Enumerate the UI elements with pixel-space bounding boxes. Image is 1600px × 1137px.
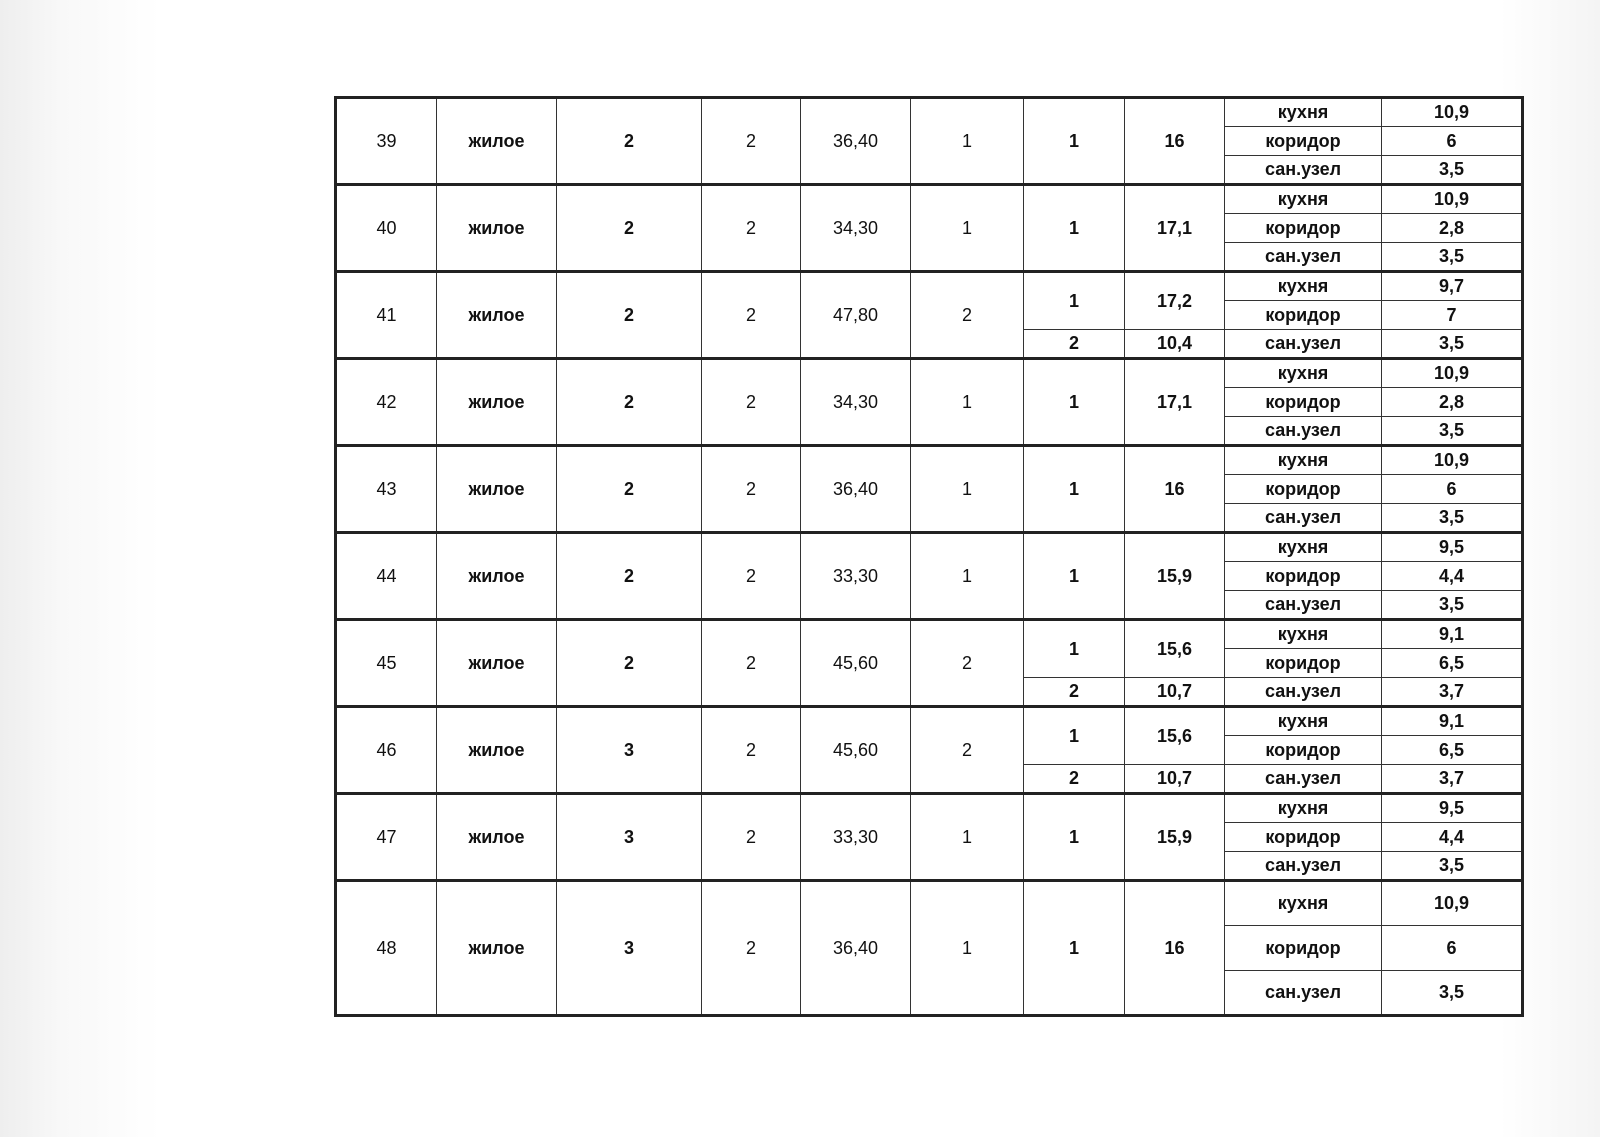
aux-room-name: коридор [1225, 388, 1382, 417]
apartment-type: жилое [437, 707, 557, 794]
aux-room-area: 2,8 [1382, 214, 1523, 243]
total-area-cell: 47,80 [801, 272, 911, 359]
floor-cell: 2 [557, 185, 702, 272]
rooms-count-cell: 2 [911, 707, 1024, 794]
aux-room-area: 3,5 [1382, 330, 1523, 359]
apartment-type: жилое [437, 359, 557, 446]
aux-room-name: сан.узел [1225, 591, 1382, 620]
aux-room-area: 9,1 [1382, 620, 1523, 649]
entrance-cell: 2 [702, 185, 801, 272]
rooms-count-cell: 1 [911, 359, 1024, 446]
living-room-number: 1 [1024, 620, 1125, 678]
aux-room-name: кухня [1225, 359, 1382, 388]
table-row [336, 707, 1523, 736]
entrance-cell: 2 [702, 881, 801, 1016]
rooms-count-cell: 1 [911, 533, 1024, 620]
total-area-cell: 33,30 [801, 794, 911, 881]
aux-room-area: 9,1 [1382, 707, 1523, 736]
aux-room-area: 3,7 [1382, 765, 1523, 794]
entrance-cell: 2 [702, 272, 801, 359]
apartment-number: 42 [336, 359, 437, 446]
living-room-number: 1 [1024, 533, 1125, 620]
entrance-cell: 2 [702, 794, 801, 881]
rooms-count-cell: 1 [911, 446, 1024, 533]
aux-room-area: 10,9 [1382, 98, 1523, 127]
apartment-type: жилое [437, 620, 557, 707]
aux-room-area: 9,5 [1382, 533, 1523, 562]
floor-cell: 2 [557, 533, 702, 620]
living-room-number: 2 [1024, 678, 1125, 707]
aux-room-area: 6 [1382, 127, 1523, 156]
apartment-type: жилое [437, 533, 557, 620]
living-room-number: 1 [1024, 185, 1125, 272]
aux-room-area: 9,5 [1382, 794, 1523, 823]
living-room-area: 16 [1125, 881, 1225, 1016]
entrance-cell: 2 [702, 359, 801, 446]
total-area-cell: 36,40 [801, 446, 911, 533]
living-room-area: 17,1 [1125, 359, 1225, 446]
living-room-area: 16 [1125, 98, 1225, 185]
aux-room-name: коридор [1225, 926, 1382, 971]
rooms-count-cell: 2 [911, 620, 1024, 707]
living-room-area: 15,9 [1125, 533, 1225, 620]
rooms-count-cell: 2 [911, 272, 1024, 359]
table-row [336, 185, 1523, 214]
aux-room-area: 2,8 [1382, 388, 1523, 417]
floor-cell: 3 [557, 707, 702, 794]
aux-room-name: коридор [1225, 301, 1382, 330]
living-room-area: 15,6 [1125, 707, 1225, 765]
aux-room-area: 3,7 [1382, 678, 1523, 707]
apartment-number: 48 [336, 881, 437, 1016]
total-area-cell: 45,60 [801, 707, 911, 794]
aux-room-name: сан.узел [1225, 156, 1382, 185]
apartment-number: 40 [336, 185, 437, 272]
aux-room-name: кухня [1225, 533, 1382, 562]
floor-cell: 2 [557, 359, 702, 446]
aux-room-area: 6 [1382, 926, 1523, 971]
aux-room-area: 4,4 [1382, 562, 1523, 591]
aux-room-name: сан.узел [1225, 504, 1382, 533]
aux-room-name: кухня [1225, 794, 1382, 823]
aux-room-area: 10,9 [1382, 446, 1523, 475]
aux-room-name: сан.узел [1225, 971, 1382, 1016]
aux-room-name: кухня [1225, 446, 1382, 475]
aux-room-area: 3,5 [1382, 591, 1523, 620]
aux-room-name: сан.узел [1225, 330, 1382, 359]
aux-room-name: кухня [1225, 620, 1382, 649]
entrance-cell: 2 [702, 98, 801, 185]
apartment-number: 43 [336, 446, 437, 533]
aux-room-area: 6,5 [1382, 736, 1523, 765]
table-row [336, 620, 1523, 649]
apartment-number: 46 [336, 707, 437, 794]
total-area-cell: 34,30 [801, 359, 911, 446]
apartment-number: 44 [336, 533, 437, 620]
entrance-cell: 2 [702, 533, 801, 620]
table-row [336, 272, 1523, 301]
aux-room-name: кухня [1225, 98, 1382, 127]
aux-room-area: 3,5 [1382, 852, 1523, 881]
aux-room-area: 10,9 [1382, 881, 1523, 926]
floor-cell: 3 [557, 881, 702, 1016]
aux-room-area: 7 [1382, 301, 1523, 330]
aux-room-area: 4,4 [1382, 823, 1523, 852]
aux-room-area: 3,5 [1382, 156, 1523, 185]
apartment-table [334, 96, 1524, 1017]
aux-room-name: сан.узел [1225, 765, 1382, 794]
aux-room-name: коридор [1225, 214, 1382, 243]
aux-room-name: сан.узел [1225, 852, 1382, 881]
aux-room-name: кухня [1225, 272, 1382, 301]
table-row [336, 533, 1523, 562]
table-row [336, 359, 1523, 388]
living-room-area: 15,6 [1125, 620, 1225, 678]
apartment-type: жилое [437, 272, 557, 359]
apartment-type: жилое [437, 881, 557, 1016]
apartment-type: жилое [437, 185, 557, 272]
floor-cell: 2 [557, 272, 702, 359]
aux-room-name: коридор [1225, 736, 1382, 765]
apartment-type: жилое [437, 98, 557, 185]
apartment-type: жилое [437, 446, 557, 533]
aux-room-name: сан.узел [1225, 243, 1382, 272]
table-row [336, 794, 1523, 823]
aux-room-area: 10,9 [1382, 185, 1523, 214]
table-row [336, 98, 1523, 127]
total-area-cell: 36,40 [801, 98, 911, 185]
living-room-area: 17,1 [1125, 185, 1225, 272]
living-room-area: 17,2 [1125, 272, 1225, 330]
aux-room-area: 6,5 [1382, 649, 1523, 678]
living-room-number: 1 [1024, 98, 1125, 185]
total-area-cell: 34,30 [801, 185, 911, 272]
rooms-count-cell: 1 [911, 881, 1024, 1016]
aux-room-area: 3,5 [1382, 504, 1523, 533]
aux-room-name: коридор [1225, 127, 1382, 156]
living-room-area: 10,7 [1125, 678, 1225, 707]
aux-room-area: 3,5 [1382, 417, 1523, 446]
floor-cell: 2 [557, 98, 702, 185]
rooms-count-cell: 1 [911, 98, 1024, 185]
entrance-cell: 2 [702, 620, 801, 707]
aux-room-name: кухня [1225, 707, 1382, 736]
rooms-count-cell: 1 [911, 794, 1024, 881]
living-room-number: 1 [1024, 707, 1125, 765]
entrance-cell: 2 [702, 707, 801, 794]
aux-room-name: кухня [1225, 185, 1382, 214]
rooms-count-cell: 1 [911, 185, 1024, 272]
floor-cell: 3 [557, 794, 702, 881]
total-area-cell: 33,30 [801, 533, 911, 620]
total-area-cell: 45,60 [801, 620, 911, 707]
living-room-area: 15,9 [1125, 794, 1225, 881]
table-row [336, 446, 1523, 475]
entrance-cell: 2 [702, 446, 801, 533]
table-row [336, 881, 1523, 926]
aux-room-area: 3,5 [1382, 243, 1523, 272]
living-room-number: 2 [1024, 330, 1125, 359]
aux-room-area: 9,7 [1382, 272, 1523, 301]
living-room-number: 2 [1024, 765, 1125, 794]
living-room-area: 10,7 [1125, 765, 1225, 794]
aux-room-name: коридор [1225, 649, 1382, 678]
living-room-number: 1 [1024, 881, 1125, 1016]
living-room-number: 1 [1024, 794, 1125, 881]
aux-room-name: коридор [1225, 475, 1382, 504]
apartment-number: 41 [336, 272, 437, 359]
aux-room-name: сан.узел [1225, 417, 1382, 446]
floor-cell: 2 [557, 446, 702, 533]
aux-room-name: коридор [1225, 823, 1382, 852]
aux-room-name: кухня [1225, 881, 1382, 926]
living-room-number: 1 [1024, 272, 1125, 330]
living-room-area: 10,4 [1125, 330, 1225, 359]
living-room-number: 1 [1024, 446, 1125, 533]
apartment-type: жилое [437, 794, 557, 881]
living-room-number: 1 [1024, 359, 1125, 446]
aux-room-area: 10,9 [1382, 359, 1523, 388]
apartment-number: 47 [336, 794, 437, 881]
apartment-number: 45 [336, 620, 437, 707]
aux-room-area: 3,5 [1382, 971, 1523, 1016]
aux-room-name: коридор [1225, 562, 1382, 591]
aux-room-area: 6 [1382, 475, 1523, 504]
floor-cell: 2 [557, 620, 702, 707]
aux-room-name: сан.узел [1225, 678, 1382, 707]
total-area-cell: 36,40 [801, 881, 911, 1016]
apartment-number: 39 [336, 98, 437, 185]
living-room-area: 16 [1125, 446, 1225, 533]
